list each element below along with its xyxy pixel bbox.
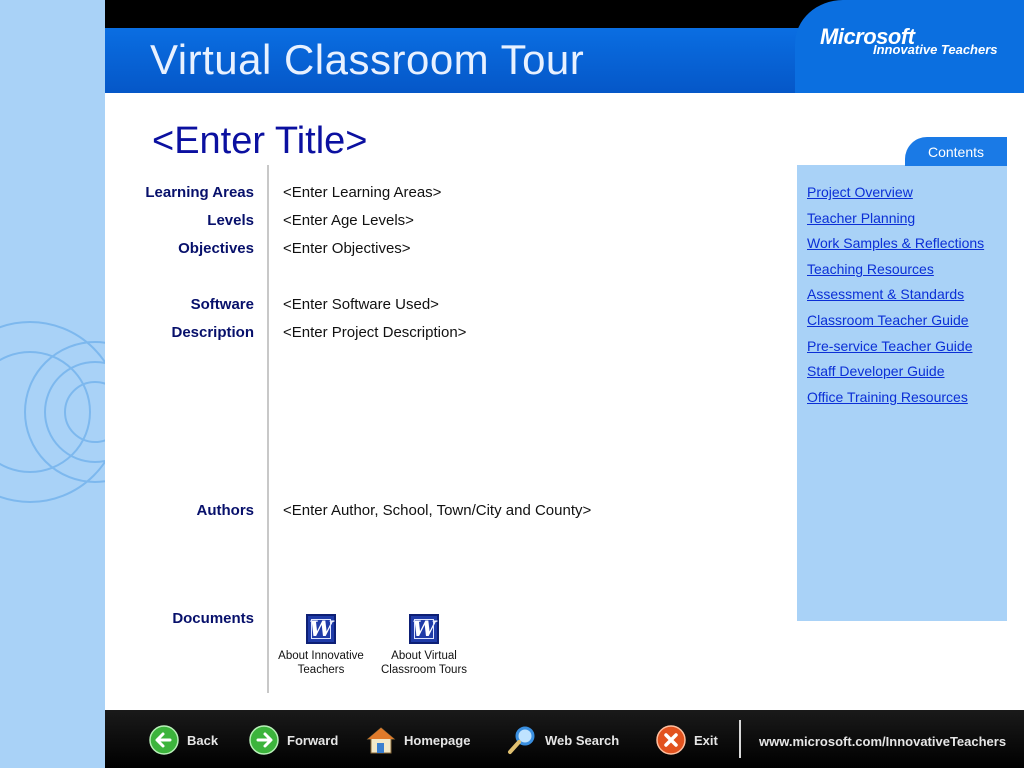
document-about-innovative-teachers[interactable] — [266, 614, 376, 677]
page-title: <Enter Title> — [152, 120, 368, 162]
logo-subtitle-text: Innovative Teachers — [873, 42, 998, 57]
learning-areas-value: <Enter Learning Areas> — [283, 184, 442, 201]
contents-link-teaching-resources[interactable]: Teaching Resources — [807, 261, 934, 277]
authors-label: Authors — [196, 502, 254, 519]
description-label: Description — [171, 324, 254, 341]
objectives-label: Objectives — [178, 240, 254, 257]
exit-button[interactable] — [656, 722, 718, 758]
nav-separator — [739, 720, 741, 758]
web-search-button[interactable] — [507, 722, 619, 758]
contents-link-office-training-resources[interactable]: Office Training Resources — [807, 389, 968, 405]
word-document-icon[interactable]: W — [306, 614, 336, 644]
microsoft-url-link[interactable]: www.microsoft.com/InnovativeTeachers — [759, 734, 1007, 749]
header-title: Virtual Classroom Tour — [150, 36, 585, 83]
document-label-line1: About Virtual — [391, 650, 457, 662]
back-label: Back — [187, 732, 219, 748]
logo-brand-text: Microsoft — [820, 24, 915, 49]
contents-link-staff-developer-guide[interactable]: Staff Developer Guide — [807, 363, 945, 379]
left-decorative-strip — [0, 0, 105, 768]
objectives-value: <Enter Objectives> — [283, 240, 411, 257]
close-x-icon — [656, 725, 686, 755]
exit-label: Exit — [694, 732, 718, 748]
contents-link-work-samples[interactable]: Work Samples & Reflections — [807, 235, 985, 251]
forward-arrow-icon — [249, 725, 279, 755]
contents-link-teacher-planning[interactable]: Teacher Planning — [807, 210, 916, 226]
homepage-label: Homepage — [404, 732, 471, 748]
home-icon — [366, 725, 396, 755]
contents-link-project-overview[interactable]: Project Overview — [807, 184, 913, 200]
back-arrow-icon — [149, 725, 179, 755]
web-search-label: Web Search — [545, 732, 620, 748]
homepage-button[interactable] — [366, 722, 470, 758]
contents-tab: Contents — [905, 137, 1007, 166]
document-about-virtual-classroom-tours[interactable] — [369, 614, 479, 677]
word-document-icon[interactable]: W — [409, 614, 439, 644]
concentric-circles-decoration — [0, 0, 105, 768]
contents-link-classroom-teacher-guide[interactable]: Classroom Teacher Guide — [807, 312, 969, 328]
document-label-line1: About Innovative — [278, 650, 364, 662]
document-label-line2: Classroom Tours — [380, 664, 468, 676]
forward-label: Forward — [287, 732, 339, 748]
magnifier-search-icon — [507, 725, 537, 755]
description-value: <Enter Project Description> — [283, 324, 467, 341]
levels-value: <Enter Age Levels> — [283, 212, 414, 229]
levels-label: Levels — [207, 212, 254, 229]
contents-link-assessment-standards[interactable]: Assessment & Standards — [807, 286, 965, 302]
software-value: <Enter Software Used> — [283, 296, 439, 313]
documents-label: Documents — [172, 610, 254, 627]
software-label: Software — [190, 296, 254, 313]
document-label-line2: Teachers — [297, 664, 345, 676]
forward-button[interactable] — [249, 722, 338, 758]
authors-value: <Enter Author, School, Town/City and County> — [283, 502, 592, 519]
learning-areas-label: Learning Areas — [145, 184, 254, 201]
contents-link-preservice-teacher-guide[interactable]: Pre-service Teacher Guide — [807, 338, 973, 354]
back-button[interactable] — [149, 722, 218, 758]
